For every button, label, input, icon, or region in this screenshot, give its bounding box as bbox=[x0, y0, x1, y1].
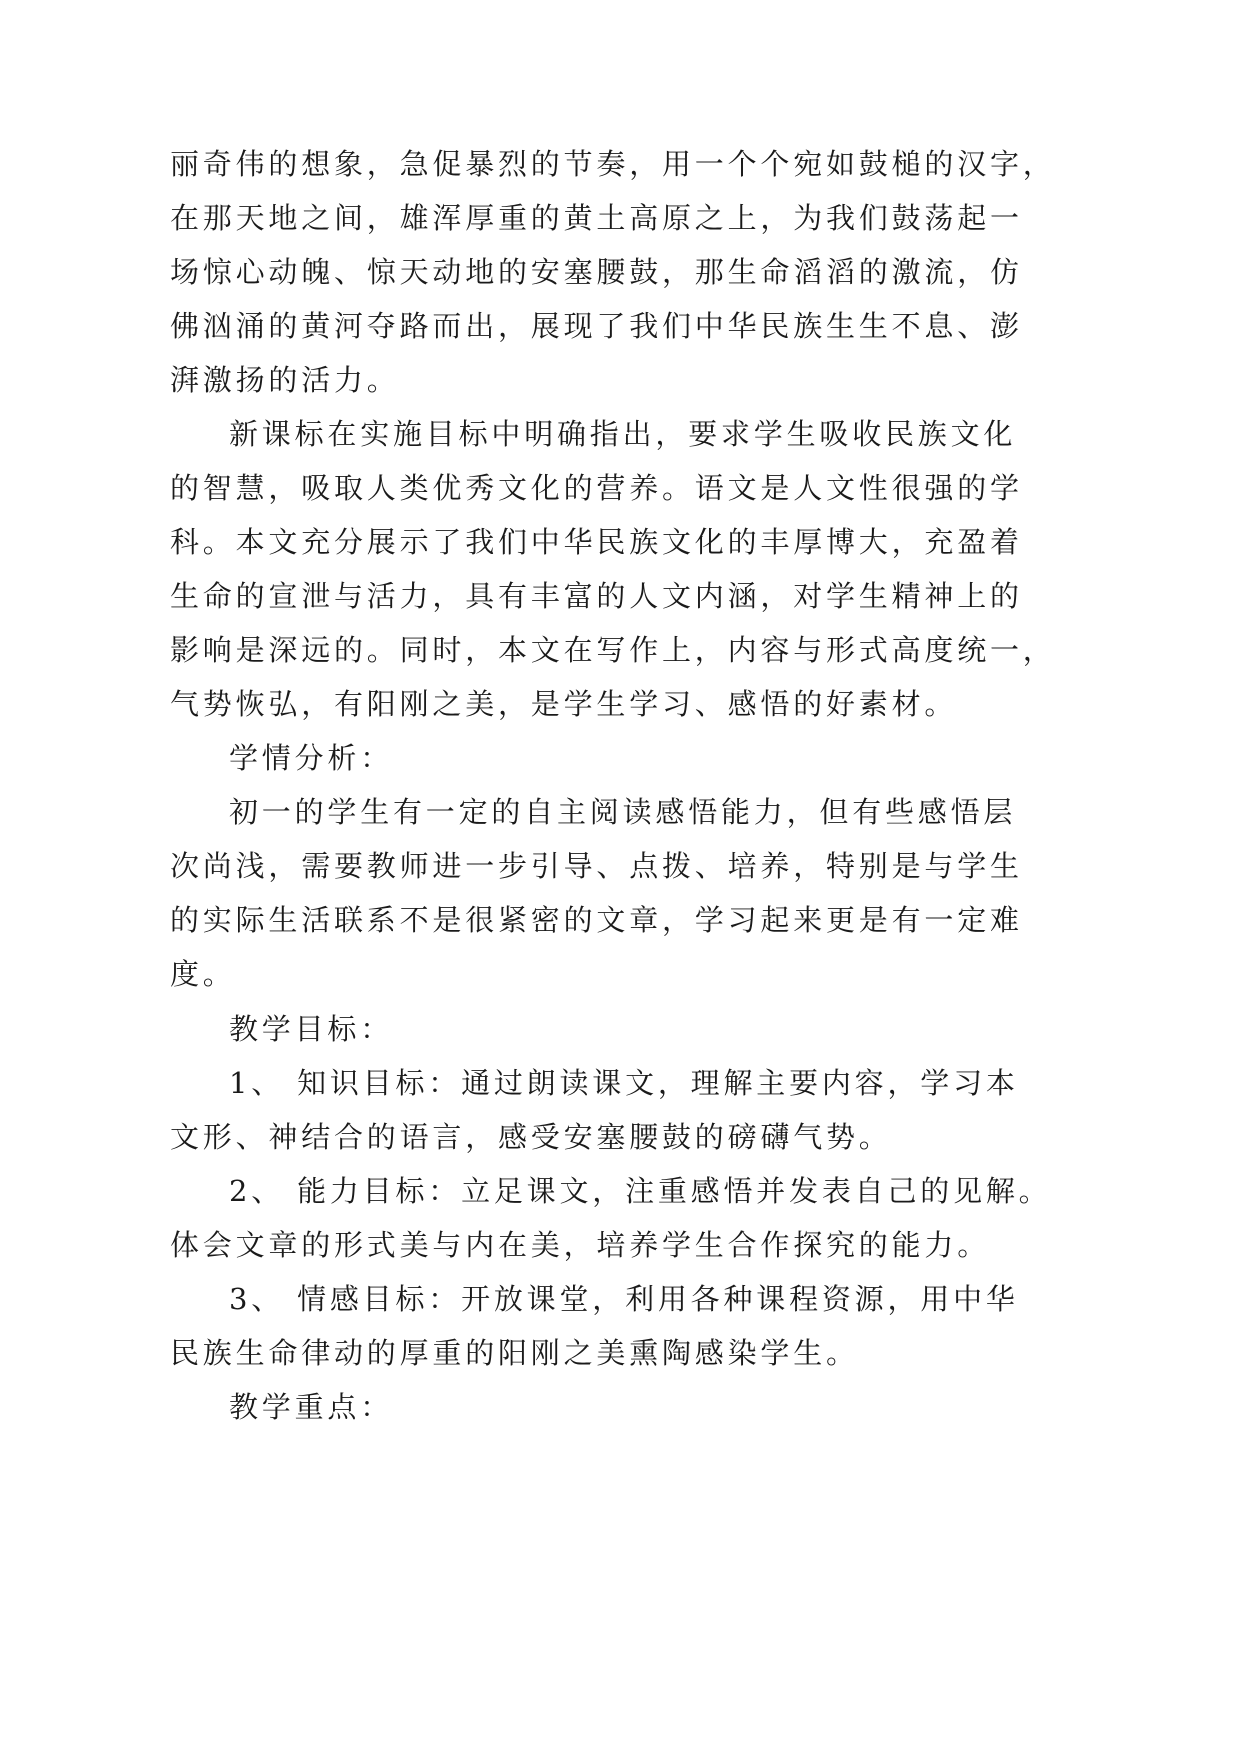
list-item-line: 文形、神结合的语言，感受安塞腰鼓的磅礴气势。 bbox=[170, 1120, 892, 1154]
paragraph-line: 的实际生活联系不是很紧密的文章，学习起来更是有一定难 bbox=[170, 903, 1023, 937]
paragraph-line: 度。 bbox=[170, 957, 236, 991]
section-heading: 学情分析： bbox=[229, 741, 394, 775]
paragraph-line: 湃激扬的活力。 bbox=[170, 363, 400, 397]
paragraph-line: 影响是深远的。同时，本文在写作上，内容与形式高度统一， bbox=[170, 633, 1056, 667]
paragraph-line: 在那天地之间，雄浑厚重的黄土高原之上，为我们鼓荡起一 bbox=[170, 201, 1023, 235]
paragraph-line: 初一的学生有一定的自主阅读感悟能力，但有些感悟层 bbox=[229, 795, 1017, 829]
section-heading: 教学重点： bbox=[229, 1390, 394, 1424]
paragraph-line: 次尚浅，需要教师进一步引导、点拨、培养，特别是与学生 bbox=[170, 849, 1023, 883]
paragraph-line: 科。本文充分展示了我们中华民族文化的丰厚博大，充盈着 bbox=[170, 525, 1023, 559]
paragraph-line: 生命的宣泄与活力，具有丰富的人文内涵，对学生精神上的 bbox=[170, 579, 1023, 613]
paragraph-line: 气势恢弘，有阳刚之美，是学生学习、感悟的好素材。 bbox=[170, 687, 958, 721]
list-item-line: 2、 能力目标：立足课文，注重感悟并发表自己的见解。 bbox=[229, 1174, 1052, 1208]
list-item-line: 民族生命律动的厚重的阳刚之美熏陶感染学生。 bbox=[170, 1336, 859, 1370]
paragraph-line: 场惊心动魄、惊天动地的安塞腰鼓，那生命滔滔的激流，仿 bbox=[170, 255, 1023, 289]
paragraph-line: 的智慧，吸取人类优秀文化的营养。语文是人文性很强的学 bbox=[170, 471, 1023, 505]
list-item-line: 体会文章的形式美与内在美，培养学生合作探究的能力。 bbox=[170, 1228, 991, 1262]
list-item-line: 3、 情感目标：开放课堂，利用各种课程资源，用中华 bbox=[229, 1282, 1019, 1316]
section-heading: 教学目标： bbox=[229, 1012, 394, 1046]
list-item-line: 1、 知识目标：通过朗读课文，理解主要内容，学习本 bbox=[229, 1066, 1019, 1100]
paragraph-line: 新课标在实施目标中明确指出，要求学生吸收民族文化 bbox=[229, 417, 1017, 451]
paragraph-line: 佛汹涌的黄河夺路而出，展现了我们中华民族生生不息、澎 bbox=[170, 309, 1023, 343]
paragraph-line: 丽奇伟的想象，急促暴烈的节奏，用一个个宛如鼓槌的汉字， bbox=[170, 147, 1056, 181]
